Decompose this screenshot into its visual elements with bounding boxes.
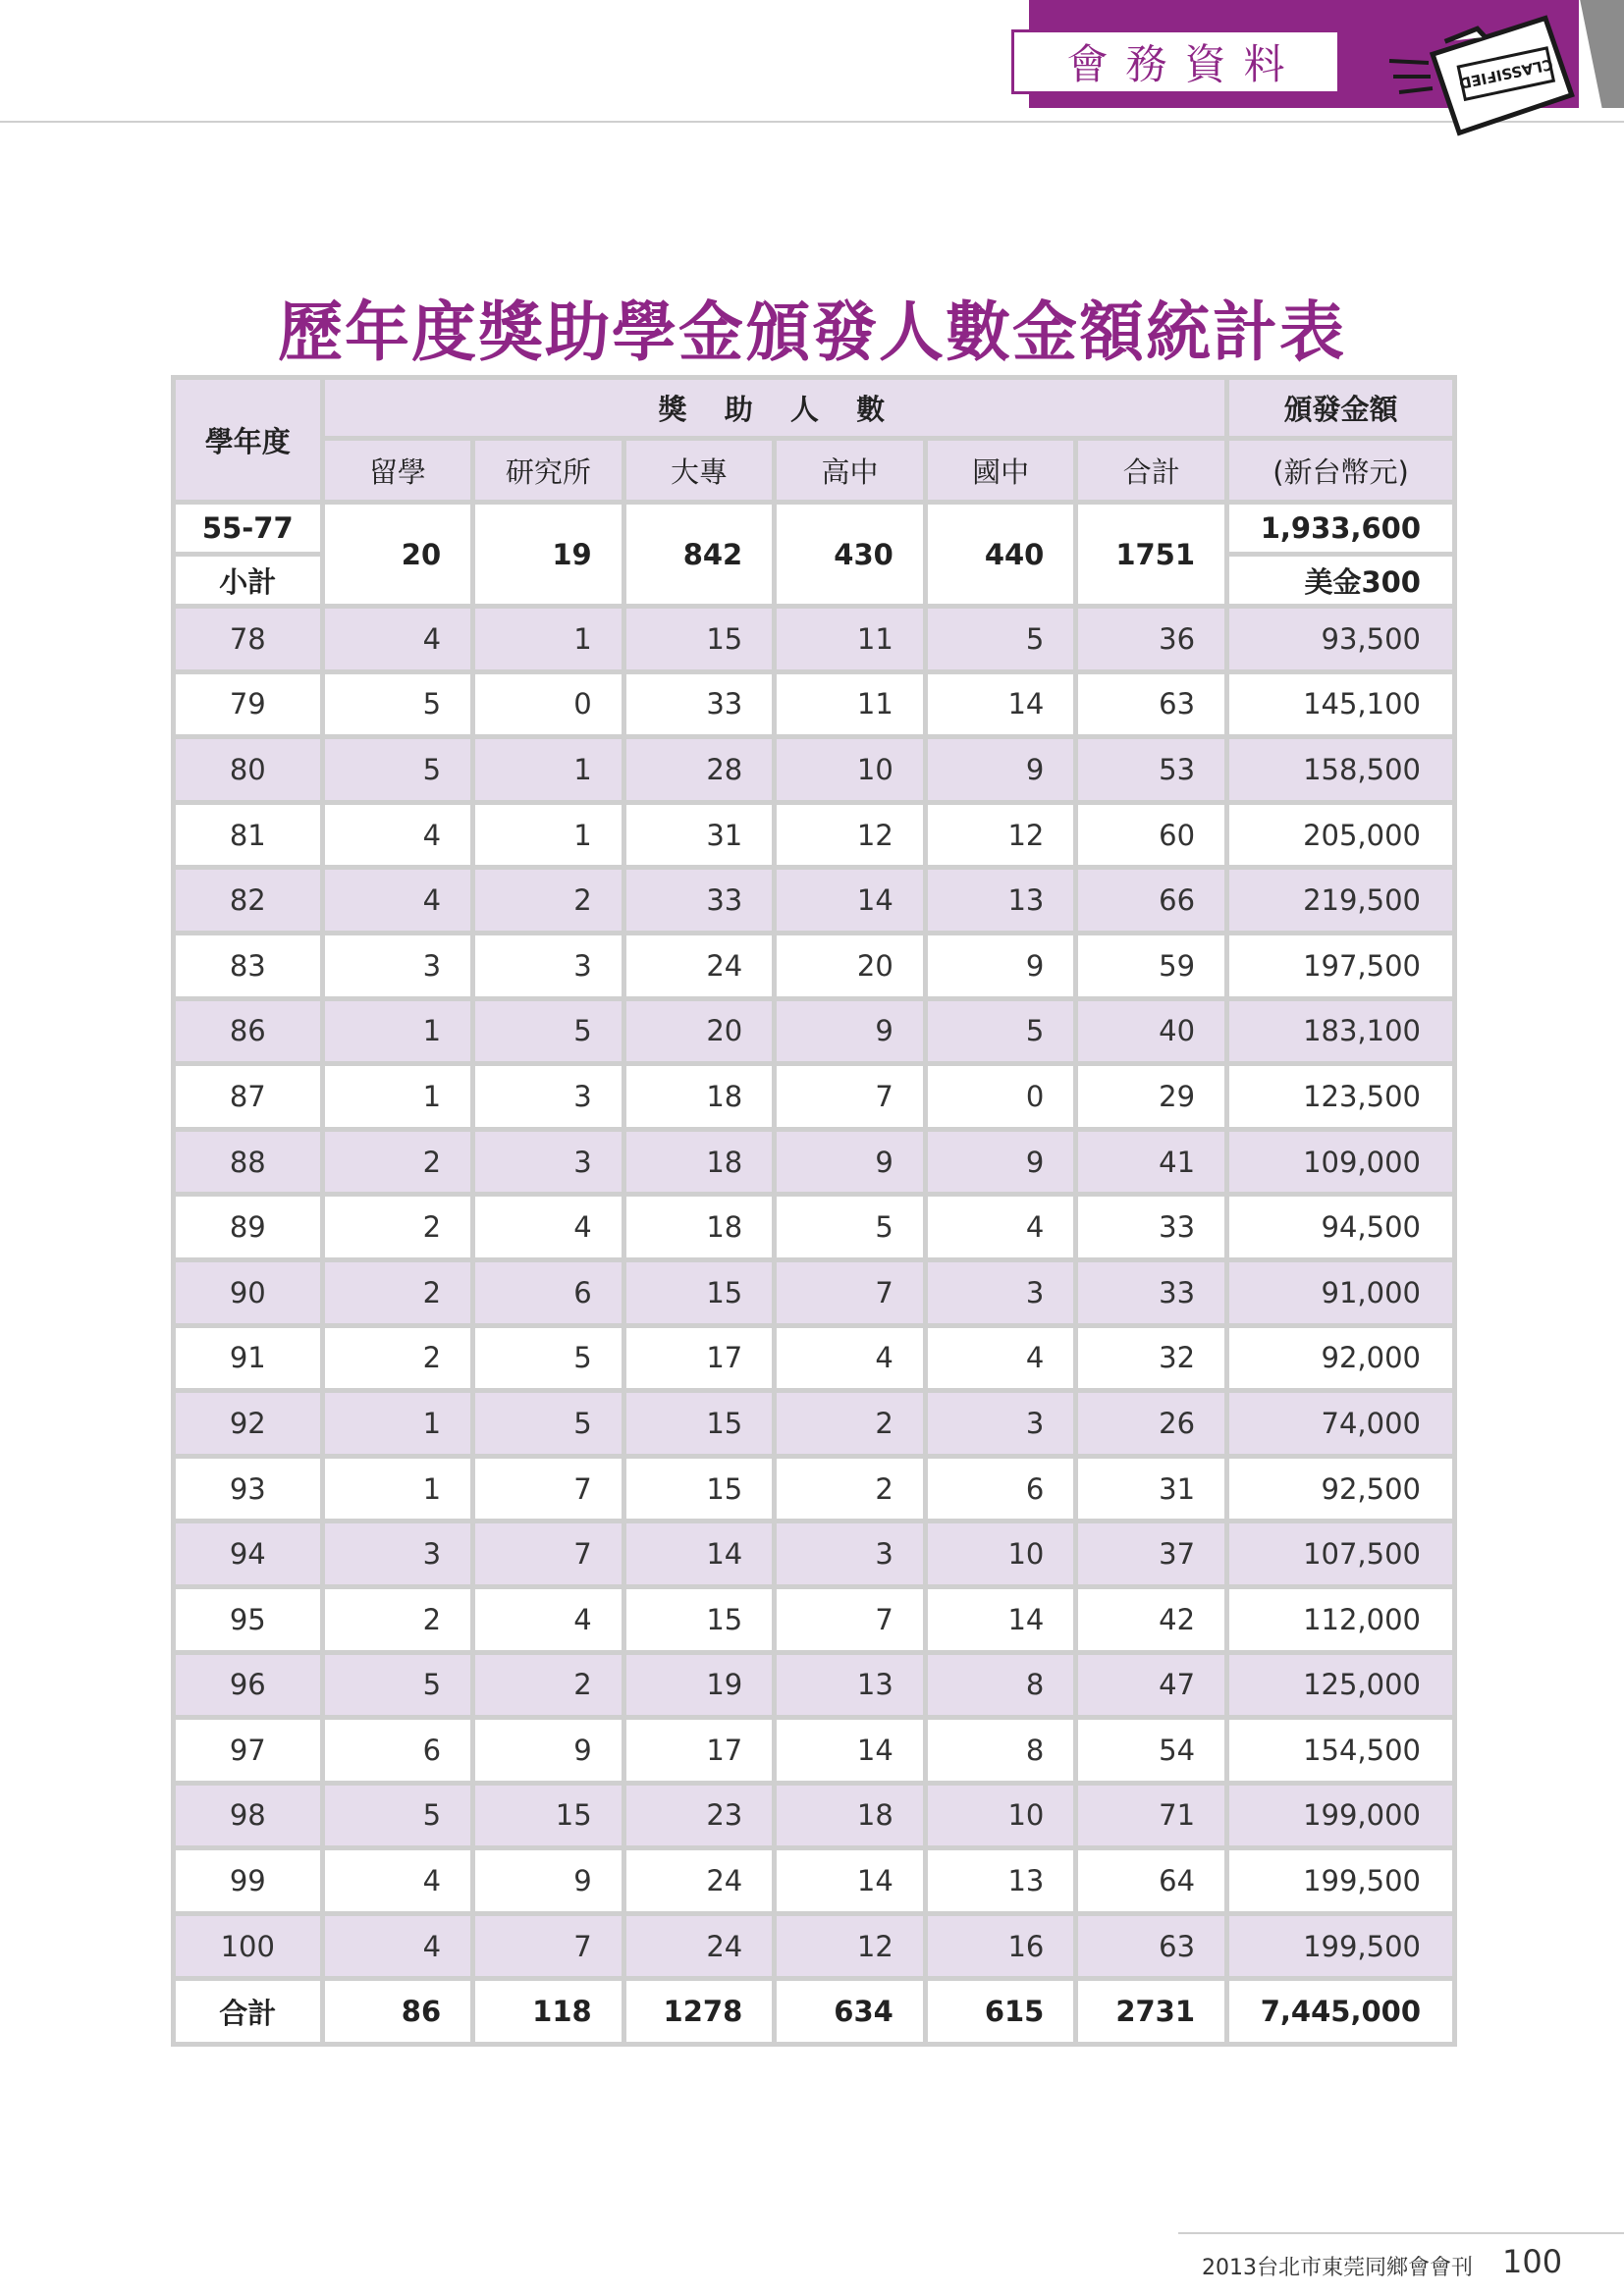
row-amount: 112,000 xyxy=(1229,1589,1452,1650)
row-overseas: 4 xyxy=(325,1850,471,1911)
row-year: 100 xyxy=(176,1916,320,1977)
table-row xyxy=(176,870,1452,931)
row-subtotal: 64 xyxy=(1078,1850,1224,1911)
row-amount: 74,000 xyxy=(1229,1393,1452,1454)
row-year: 98 xyxy=(176,1786,320,1846)
row-overseas: 2 xyxy=(325,1132,471,1193)
row-overseas: 2 xyxy=(325,1197,471,1257)
row-overseas: 2 xyxy=(325,1262,471,1323)
row-college: 24 xyxy=(626,1850,773,1911)
row-graduate: 3 xyxy=(475,1066,622,1127)
row-junior-high: 13 xyxy=(928,1850,1074,1911)
row-year: 91 xyxy=(176,1328,320,1389)
total-graduate: 118 xyxy=(475,1981,622,2042)
table-row xyxy=(176,1066,1452,1127)
row-junior-high: 9 xyxy=(928,1132,1074,1193)
row-junior-high: 14 xyxy=(928,674,1074,735)
row-college: 15 xyxy=(626,609,773,669)
row-high-school: 5 xyxy=(777,1197,923,1257)
table-row xyxy=(176,1132,1452,1193)
row-overseas: 3 xyxy=(325,1523,471,1584)
row-high-school: 9 xyxy=(777,1132,923,1193)
header-junior-high: 國中 xyxy=(928,441,1074,500)
row-junior-high: 3 xyxy=(928,1393,1074,1454)
row-year: 92 xyxy=(176,1393,320,1454)
scholarship-statistics-table xyxy=(171,375,1457,2047)
row-junior-high: 10 xyxy=(928,1523,1074,1584)
total-amount: 7,445,000 xyxy=(1229,1981,1452,2042)
row-year: 96 xyxy=(176,1655,320,1716)
row-amount: 145,100 xyxy=(1229,674,1452,735)
row-high-school: 3 xyxy=(777,1523,923,1584)
row-high-school: 14 xyxy=(777,1720,923,1781)
statistics-table-wrapper xyxy=(171,375,1457,2047)
row-junior-high: 4 xyxy=(928,1328,1074,1389)
row-subtotal: 63 xyxy=(1078,674,1224,735)
row-graduate: 5 xyxy=(475,1393,622,1454)
row-year: 78 xyxy=(176,609,320,669)
row-high-school: 9 xyxy=(777,1001,923,1062)
row-junior-high: 13 xyxy=(928,870,1074,931)
table-row-total xyxy=(176,1981,1452,2042)
table-row xyxy=(176,1589,1452,1650)
header-year: 學年度 xyxy=(176,380,320,500)
table-row xyxy=(176,1523,1452,1584)
table-row xyxy=(176,935,1452,996)
row-overseas: 5 xyxy=(325,739,471,800)
row-overseas: 1 xyxy=(325,1001,471,1062)
row-year: 90 xyxy=(176,1262,320,1323)
row-subtotal: 54 xyxy=(1078,1720,1224,1781)
row-amount: 219,500 xyxy=(1229,870,1452,931)
row-overseas: 5 xyxy=(325,1655,471,1716)
header-amount-unit: (新台幣元) xyxy=(1229,441,1452,500)
row-college: 15 xyxy=(626,1393,773,1454)
row-graduate: 9 xyxy=(475,1850,622,1911)
header-graduate: 研究所 xyxy=(475,441,622,500)
row-subtotal: 47 xyxy=(1078,1655,1224,1716)
pre-period-college: 842 xyxy=(626,505,773,604)
row-overseas: 1 xyxy=(325,1393,471,1454)
row-amount: 158,500 xyxy=(1229,739,1452,800)
row-overseas: 1 xyxy=(325,1066,471,1127)
row-subtotal: 63 xyxy=(1078,1916,1224,1977)
row-graduate: 1 xyxy=(475,609,622,669)
row-junior-high: 6 xyxy=(928,1459,1074,1520)
row-amount: 154,500 xyxy=(1229,1720,1452,1781)
row-overseas: 6 xyxy=(325,1720,471,1781)
header-high-school: 高中 xyxy=(777,441,923,500)
row-college: 33 xyxy=(626,870,773,931)
row-high-school: 11 xyxy=(777,674,923,735)
row-junior-high: 14 xyxy=(928,1589,1074,1650)
header-overseas: 留學 xyxy=(325,441,471,500)
row-overseas: 3 xyxy=(325,935,471,996)
row-subtotal: 32 xyxy=(1078,1328,1224,1389)
row-college: 17 xyxy=(626,1720,773,1781)
footer-divider xyxy=(1178,2232,1624,2234)
row-subtotal: 29 xyxy=(1078,1066,1224,1127)
row-college: 24 xyxy=(626,935,773,996)
row-graduate: 3 xyxy=(475,1132,622,1193)
row-high-school: 14 xyxy=(777,1850,923,1911)
row-amount: 107,500 xyxy=(1229,1523,1452,1584)
table-row xyxy=(176,1328,1452,1389)
row-college: 23 xyxy=(626,1786,773,1846)
pre-period-junior-high: 440 xyxy=(928,505,1074,604)
table-row xyxy=(176,1720,1452,1781)
row-high-school: 11 xyxy=(777,609,923,669)
table-row xyxy=(176,1197,1452,1257)
row-college: 18 xyxy=(626,1066,773,1127)
row-junior-high: 4 xyxy=(928,1197,1074,1257)
row-high-school: 12 xyxy=(777,1916,923,1977)
row-junior-high: 5 xyxy=(928,609,1074,669)
row-overseas: 4 xyxy=(325,1916,471,1977)
row-junior-high: 3 xyxy=(928,1262,1074,1323)
row-high-school: 2 xyxy=(777,1459,923,1520)
header-amount: 頒發金額 xyxy=(1229,380,1452,436)
row-high-school: 7 xyxy=(777,1262,923,1323)
row-year: 82 xyxy=(176,870,320,931)
row-graduate: 9 xyxy=(475,1720,622,1781)
row-subtotal: 53 xyxy=(1078,739,1224,800)
row-college: 18 xyxy=(626,1197,773,1257)
row-amount: 199,500 xyxy=(1229,1916,1452,1977)
row-year: 88 xyxy=(176,1132,320,1193)
row-subtotal: 42 xyxy=(1078,1589,1224,1650)
pre-period-amount-twd: 1,933,600 xyxy=(1229,505,1452,552)
row-high-school: 2 xyxy=(777,1393,923,1454)
row-high-school: 20 xyxy=(777,935,923,996)
row-amount: 93,500 xyxy=(1229,609,1452,669)
row-graduate: 5 xyxy=(475,1001,622,1062)
row-graduate: 4 xyxy=(475,1197,622,1257)
row-college: 19 xyxy=(626,1655,773,1716)
table-row xyxy=(176,1786,1452,1846)
classified-folder-icon xyxy=(1360,2,1586,139)
row-college: 14 xyxy=(626,1523,773,1584)
row-junior-high: 12 xyxy=(928,805,1074,866)
row-graduate: 6 xyxy=(475,1262,622,1323)
row-year: 94 xyxy=(176,1523,320,1584)
row-subtotal: 66 xyxy=(1078,870,1224,931)
row-year: 86 xyxy=(176,1001,320,1062)
total-label: 合計 xyxy=(176,1981,320,2042)
row-year: 80 xyxy=(176,739,320,800)
row-college: 17 xyxy=(626,1328,773,1389)
row-year: 97 xyxy=(176,1720,320,1781)
row-college: 33 xyxy=(626,674,773,735)
row-year: 83 xyxy=(176,935,320,996)
row-subtotal: 40 xyxy=(1078,1001,1224,1062)
pre-period-graduate: 19 xyxy=(475,505,622,604)
row-year: 89 xyxy=(176,1197,320,1257)
row-college: 20 xyxy=(626,1001,773,1062)
row-high-school: 12 xyxy=(777,805,923,866)
row-high-school: 4 xyxy=(777,1328,923,1389)
table-row xyxy=(176,805,1452,866)
row-graduate: 5 xyxy=(475,1328,622,1389)
row-high-school: 7 xyxy=(777,1066,923,1127)
row-year: 93 xyxy=(176,1459,320,1520)
row-amount: 125,000 xyxy=(1229,1655,1452,1716)
row-graduate: 7 xyxy=(475,1459,622,1520)
row-graduate: 7 xyxy=(475,1916,622,1977)
row-graduate: 2 xyxy=(475,1655,622,1716)
row-graduate: 2 xyxy=(475,870,622,931)
row-high-school: 10 xyxy=(777,739,923,800)
row-subtotal: 36 xyxy=(1078,609,1224,669)
row-overseas: 2 xyxy=(325,1328,471,1389)
row-subtotal: 59 xyxy=(1078,935,1224,996)
row-junior-high: 5 xyxy=(928,1001,1074,1062)
row-subtotal: 26 xyxy=(1078,1393,1224,1454)
row-amount: 205,000 xyxy=(1229,805,1452,866)
row-overseas: 2 xyxy=(325,1589,471,1650)
row-graduate: 0 xyxy=(475,674,622,735)
row-year: 87 xyxy=(176,1066,320,1127)
table-row xyxy=(176,1262,1452,1323)
row-high-school: 14 xyxy=(777,870,923,931)
row-year: 79 xyxy=(176,674,320,735)
table-row xyxy=(176,609,1452,669)
row-college: 24 xyxy=(626,1916,773,1977)
table-row xyxy=(176,1655,1452,1716)
row-year: 99 xyxy=(176,1850,320,1911)
total-subtotal: 2731 xyxy=(1078,1981,1224,2042)
row-junior-high: 8 xyxy=(928,1720,1074,1781)
pre-period-subtotal: 1751 xyxy=(1078,505,1224,604)
row-overseas: 5 xyxy=(325,674,471,735)
row-college: 15 xyxy=(626,1459,773,1520)
total-high-school: 634 xyxy=(777,1981,923,2042)
row-college: 15 xyxy=(626,1262,773,1323)
row-junior-high: 9 xyxy=(928,739,1074,800)
row-amount: 92,500 xyxy=(1229,1459,1452,1520)
table-row xyxy=(176,674,1452,735)
row-subtotal: 33 xyxy=(1078,1262,1224,1323)
row-college: 18 xyxy=(626,1132,773,1193)
table-row xyxy=(176,739,1452,800)
svg-text:CLASSIFIED: CLASSIFIED xyxy=(1457,55,1555,93)
row-college: 15 xyxy=(626,1589,773,1650)
table-row xyxy=(176,1001,1452,1062)
row-subtotal: 60 xyxy=(1078,805,1224,866)
page-number: 100 xyxy=(1502,2243,1563,2280)
row-junior-high: 0 xyxy=(928,1066,1074,1127)
row-subtotal: 31 xyxy=(1078,1459,1224,1520)
row-amount: 183,100 xyxy=(1229,1001,1452,1062)
pre-period-high-school: 430 xyxy=(777,505,923,604)
row-graduate: 15 xyxy=(475,1786,622,1846)
pre-period-amount-usd: 美金300 xyxy=(1229,557,1452,604)
row-amount: 109,000 xyxy=(1229,1132,1452,1193)
row-subtotal: 71 xyxy=(1078,1786,1224,1846)
table-row xyxy=(176,1850,1452,1911)
table-row xyxy=(176,1916,1452,1977)
row-college: 31 xyxy=(626,805,773,866)
row-subtotal: 37 xyxy=(1078,1523,1224,1584)
pre-period-subtotal-label: 小計 xyxy=(176,557,320,604)
row-graduate: 1 xyxy=(475,805,622,866)
total-junior-high: 615 xyxy=(928,1981,1074,2042)
pre-period-overseas: 20 xyxy=(325,505,471,604)
publication-name: 2013台北市東莞同鄉會會刊 xyxy=(1202,2256,1473,2280)
table-row-55-77 xyxy=(176,505,1452,552)
row-overseas: 4 xyxy=(325,805,471,866)
row-subtotal: 33 xyxy=(1078,1197,1224,1257)
row-subtotal: 41 xyxy=(1078,1132,1224,1193)
row-overseas: 4 xyxy=(325,609,471,669)
table-row xyxy=(176,1459,1452,1520)
total-overseas: 86 xyxy=(325,1981,471,2042)
row-junior-high: 8 xyxy=(928,1655,1074,1716)
row-college: 28 xyxy=(626,739,773,800)
pre-period-year: 55-77 xyxy=(176,505,320,552)
row-high-school: 7 xyxy=(777,1589,923,1650)
row-amount: 197,500 xyxy=(1229,935,1452,996)
row-high-school: 13 xyxy=(777,1655,923,1716)
row-overseas: 1 xyxy=(325,1459,471,1520)
row-graduate: 7 xyxy=(475,1523,622,1584)
row-year: 81 xyxy=(176,805,320,866)
row-year: 95 xyxy=(176,1589,320,1650)
row-junior-high: 9 xyxy=(928,935,1074,996)
row-amount: 91,000 xyxy=(1229,1262,1452,1323)
row-amount: 199,500 xyxy=(1229,1850,1452,1911)
row-amount: 94,500 xyxy=(1229,1197,1452,1257)
row-overseas: 5 xyxy=(325,1786,471,1846)
total-college: 1278 xyxy=(626,1981,773,2042)
table-row xyxy=(176,1393,1452,1454)
row-high-school: 18 xyxy=(777,1786,923,1846)
row-overseas: 4 xyxy=(325,870,471,931)
page-title: 歷年度獎助學金頒發人數金額統計表 xyxy=(278,294,1346,370)
header-recipients-group: 獎 助 人 數 xyxy=(325,380,1224,436)
row-amount: 92,000 xyxy=(1229,1328,1452,1389)
row-graduate: 1 xyxy=(475,739,622,800)
row-junior-high: 16 xyxy=(928,1916,1074,1977)
row-graduate: 3 xyxy=(475,935,622,996)
section-label: 會務資料 xyxy=(1011,29,1340,94)
header-college: 大專 xyxy=(626,441,773,500)
row-amount: 123,500 xyxy=(1229,1066,1452,1127)
header-subtotal: 合計 xyxy=(1078,441,1224,500)
row-junior-high: 10 xyxy=(928,1786,1074,1846)
row-graduate: 4 xyxy=(475,1589,622,1650)
row-amount: 199,000 xyxy=(1229,1786,1452,1846)
